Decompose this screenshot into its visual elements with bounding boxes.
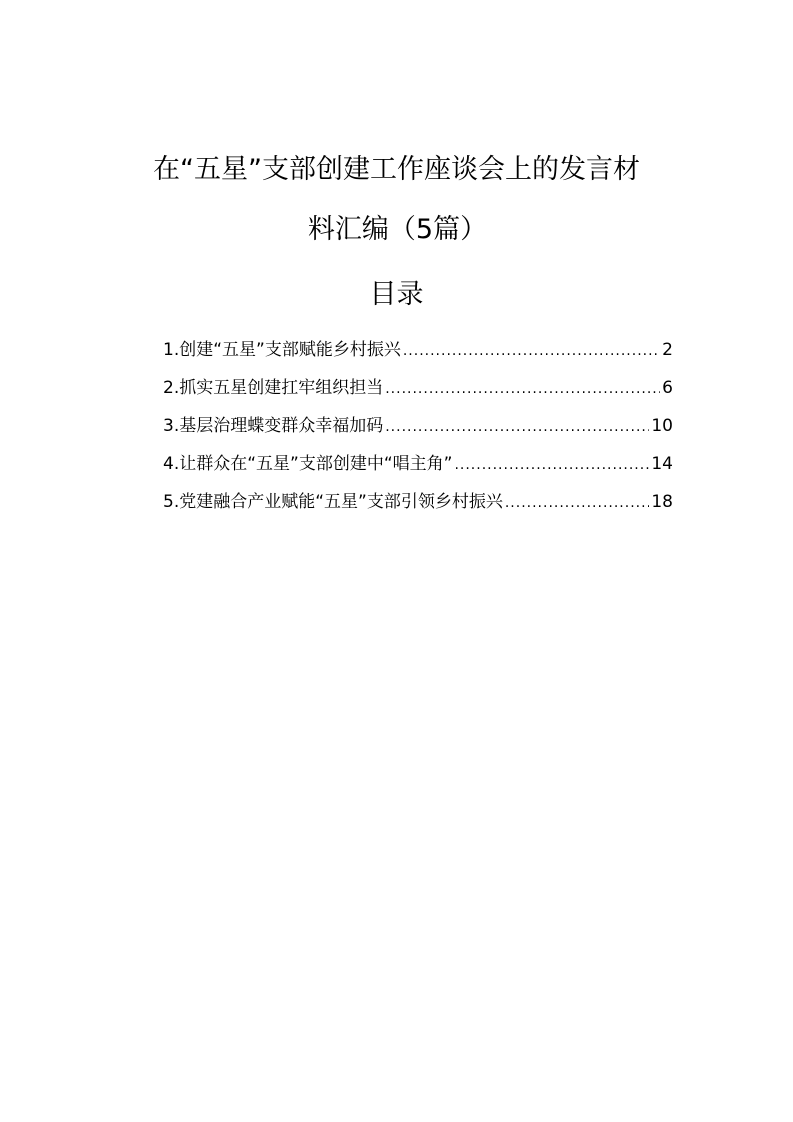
table-of-contents	[163, 335, 673, 525]
toc-leader-dots	[385, 374, 660, 404]
toc-leader-dots	[385, 412, 649, 442]
toc-leader-dots	[454, 450, 649, 480]
toc-entry-page: 2	[662, 340, 673, 360]
toc-entry[interactable]	[163, 373, 673, 411]
toc-entry[interactable]	[163, 487, 673, 525]
toc-entry-label: 3.基层治理蝶变群众幸福加码	[163, 416, 384, 436]
toc-entry-page: 6	[662, 378, 673, 398]
toc-entry[interactable]	[163, 411, 673, 449]
toc-entry-page: 18	[651, 492, 673, 512]
toc-entry-label: 5.党建融合产业赋能“五星”支部引领乡村振兴	[163, 492, 503, 512]
document-title-line-1: 在“五星”支部创建工作座谈会上的发言材	[153, 154, 640, 185]
toc-leader-dots	[403, 336, 660, 366]
toc-heading: 目录	[369, 279, 424, 310]
toc-entry-label: 4.让群众在“五星”支部创建中“唱主角”	[163, 454, 453, 474]
document-title-line-2: 料汇编（5篇）	[307, 214, 488, 245]
toc-entry[interactable]	[163, 335, 673, 373]
toc-entry-label: 1.创建“五星”支部赋能乡村振兴	[163, 340, 401, 360]
toc-entry-page: 10	[651, 416, 673, 436]
toc-entry-page: 14	[651, 454, 673, 474]
toc-entry-label: 2.抓实五星创建扛牢组织担当	[163, 378, 384, 398]
toc-entry[interactable]	[163, 449, 673, 487]
toc-leader-dots	[505, 488, 650, 518]
